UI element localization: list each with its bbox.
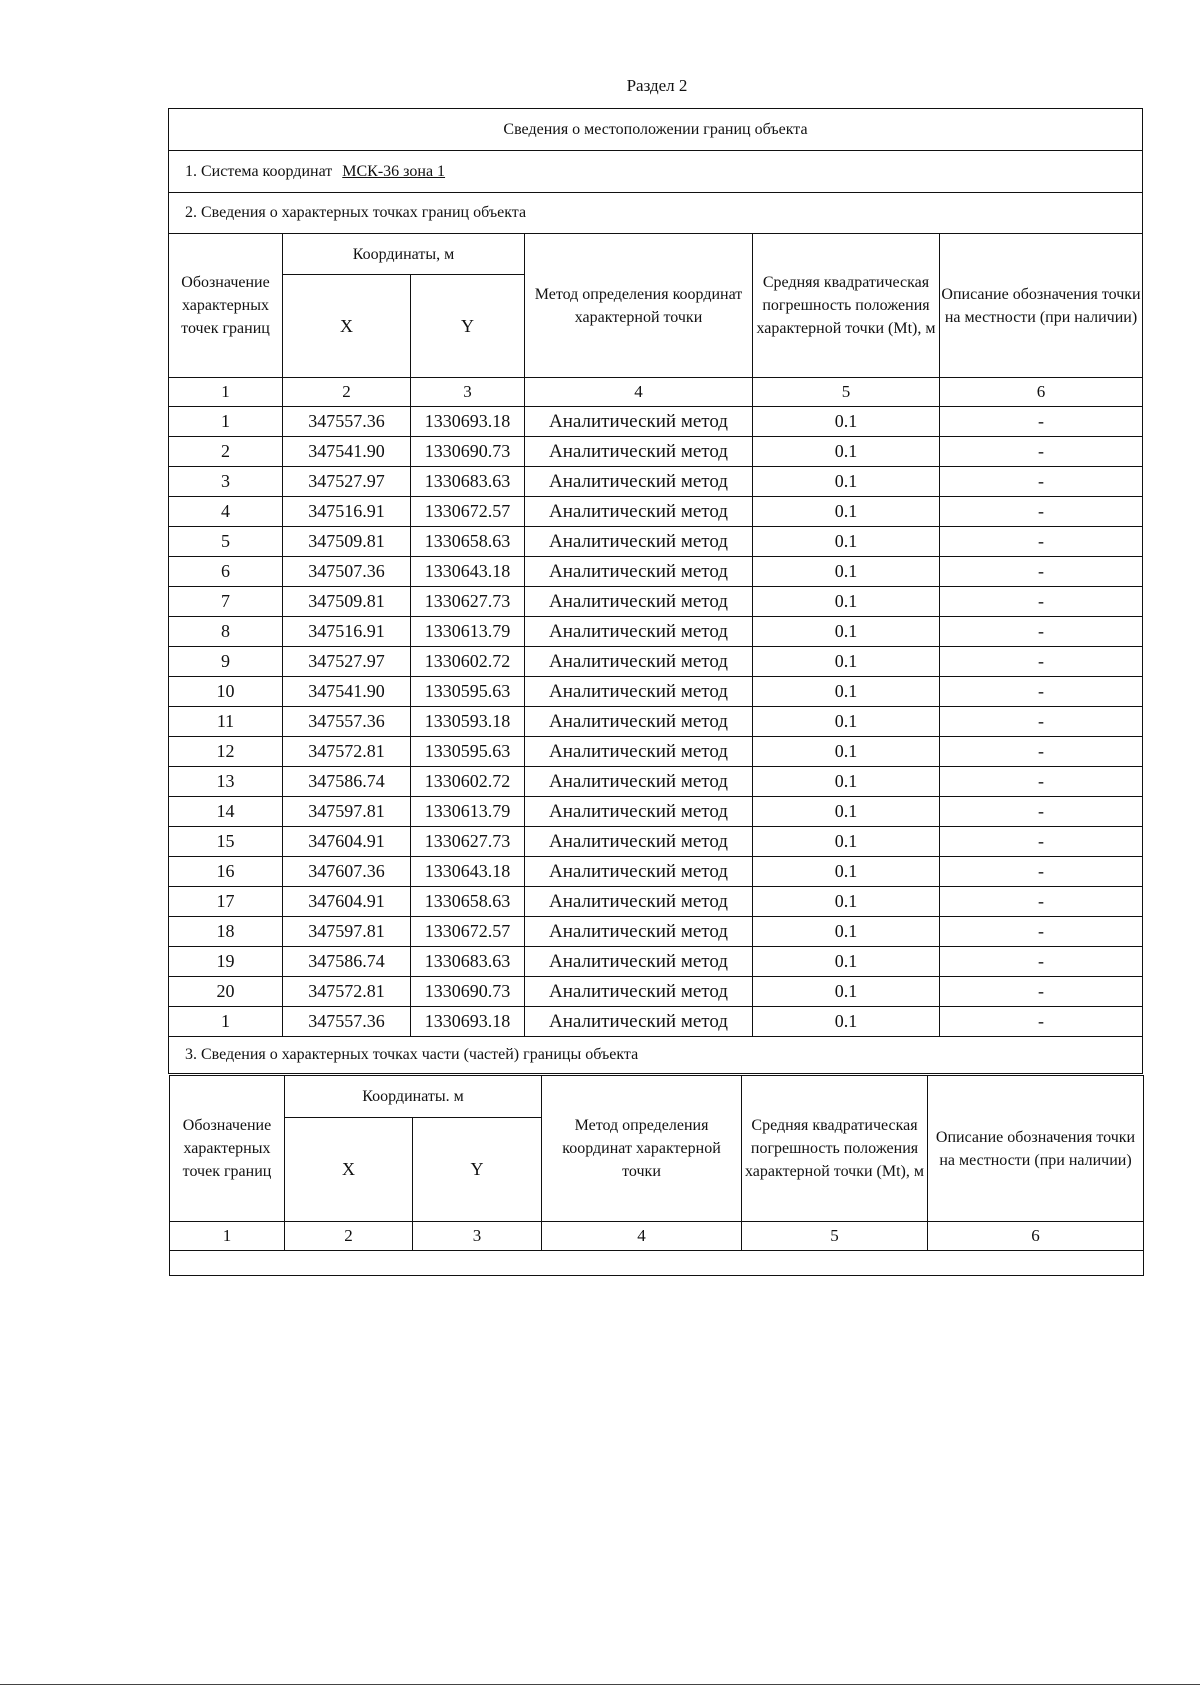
- column-number: 2: [285, 1222, 413, 1251]
- column-number: 1: [169, 378, 283, 407]
- table-row: [169, 617, 1143, 647]
- point-error: 0.1: [753, 557, 940, 587]
- header-designation: Обозначение характерных точек границ: [169, 234, 283, 378]
- table-row: [169, 977, 1143, 1007]
- point-y: 1330613.79: [411, 797, 525, 827]
- point-x: 347586.74: [283, 947, 411, 977]
- table-row: [169, 677, 1143, 707]
- point-error: 0.1: [753, 617, 940, 647]
- coordinate-system-row: [169, 151, 1143, 193]
- point-description: -: [940, 797, 1143, 827]
- point-method: Аналитический метод: [525, 857, 753, 887]
- table-row: [169, 557, 1143, 587]
- point-y: 1330643.18: [411, 557, 525, 587]
- point-method: Аналитический метод: [525, 587, 753, 617]
- point-y: 1330672.57: [411, 917, 525, 947]
- point-number: 4: [169, 497, 283, 527]
- location-title: Сведения о местоположении границ объекта: [169, 109, 1143, 151]
- table-row: [169, 467, 1143, 497]
- point-description: -: [940, 737, 1143, 767]
- column-number: 2: [283, 378, 411, 407]
- table-row: [169, 947, 1143, 977]
- point-number: 7: [169, 587, 283, 617]
- point-method: Аналитический метод: [525, 647, 753, 677]
- point-error: 0.1: [753, 887, 940, 917]
- point-description: -: [940, 707, 1143, 737]
- point-x: 347516.91: [283, 497, 411, 527]
- point-error: 0.1: [753, 917, 940, 947]
- point-x: 347541.90: [283, 677, 411, 707]
- table-row: [169, 917, 1143, 947]
- parts-section-title: 3. Сведения о характерных точках части (частей) границы объекта: [169, 1037, 1143, 1074]
- table-row: [169, 797, 1143, 827]
- point-error: 0.1: [753, 947, 940, 977]
- header-x: X: [283, 275, 411, 378]
- point-method: Аналитический метод: [525, 497, 753, 527]
- point-description: -: [940, 977, 1143, 1007]
- table-row: [169, 887, 1143, 917]
- point-description: -: [940, 917, 1143, 947]
- point-description: -: [940, 827, 1143, 857]
- point-error: 0.1: [753, 497, 940, 527]
- point-description: -: [940, 557, 1143, 587]
- point-error: 0.1: [753, 647, 940, 677]
- parts-header-designation: Обозначение характерных точек границ: [170, 1076, 285, 1222]
- point-y: 1330672.57: [411, 497, 525, 527]
- table-row: [169, 527, 1143, 557]
- point-number: 11: [169, 707, 283, 737]
- parts-column-number-row: [170, 1222, 1144, 1251]
- point-x: 347604.91: [283, 887, 411, 917]
- point-error: 0.1: [753, 797, 940, 827]
- point-method: Аналитический метод: [525, 677, 753, 707]
- table-row: [169, 1007, 1143, 1037]
- point-x: 347597.81: [283, 797, 411, 827]
- point-x: 347607.36: [283, 857, 411, 887]
- point-y: 1330690.73: [411, 437, 525, 467]
- point-number: 17: [169, 887, 283, 917]
- coordinate-system-label: 1. Система координат: [185, 162, 333, 180]
- point-number: 8: [169, 617, 283, 647]
- point-error: 0.1: [753, 587, 940, 617]
- point-description: -: [940, 767, 1143, 797]
- parts-points-table: [169, 1075, 1144, 1276]
- table-row: [169, 647, 1143, 677]
- point-method: Аналитический метод: [525, 467, 753, 497]
- point-number: 1: [169, 1007, 283, 1037]
- point-x: 347586.74: [283, 767, 411, 797]
- point-number: 5: [169, 527, 283, 557]
- point-y: 1330602.72: [411, 767, 525, 797]
- point-method: Аналитический метод: [525, 737, 753, 767]
- point-error: 0.1: [753, 407, 940, 437]
- point-description: -: [940, 1007, 1143, 1037]
- points-table-body: [169, 407, 1143, 1037]
- point-description: -: [940, 407, 1143, 437]
- point-error: 0.1: [753, 437, 940, 467]
- point-y: 1330693.18: [411, 1007, 525, 1037]
- point-number: 13: [169, 767, 283, 797]
- point-number: 3: [169, 467, 283, 497]
- point-x: 347509.81: [283, 527, 411, 557]
- point-description: -: [940, 467, 1143, 497]
- point-x: 347509.81: [283, 587, 411, 617]
- point-y: 1330613.79: [411, 617, 525, 647]
- point-method: Аналитический метод: [525, 557, 753, 587]
- header-coordinates: Координаты, м: [283, 234, 525, 275]
- point-y: 1330643.18: [411, 857, 525, 887]
- point-number: 14: [169, 797, 283, 827]
- parts-empty-row: [170, 1251, 1144, 1276]
- point-description: -: [940, 947, 1143, 977]
- table-row: [169, 407, 1143, 437]
- column-number-row: [169, 378, 1143, 407]
- point-y: 1330595.63: [411, 737, 525, 767]
- table-row: [169, 587, 1143, 617]
- point-y: 1330658.63: [411, 527, 525, 557]
- point-y: 1330627.73: [411, 587, 525, 617]
- point-description: -: [940, 887, 1143, 917]
- point-number: 9: [169, 647, 283, 677]
- point-number: 10: [169, 677, 283, 707]
- point-description: -: [940, 527, 1143, 557]
- header-error: Средняя квадратическая погрешность положения характерной точки (Mt), м: [753, 234, 940, 378]
- column-number: 1: [170, 1222, 285, 1251]
- point-x: 347516.91: [283, 617, 411, 647]
- point-error: 0.1: [753, 827, 940, 857]
- point-y: 1330690.73: [411, 977, 525, 1007]
- point-x: 347527.97: [283, 647, 411, 677]
- point-x: 347604.91: [283, 827, 411, 857]
- point-y: 1330683.63: [411, 947, 525, 977]
- point-number: 1: [169, 407, 283, 437]
- point-error: 0.1: [753, 1007, 940, 1037]
- point-description: -: [940, 437, 1143, 467]
- point-x: 347572.81: [283, 977, 411, 1007]
- point-x: 347507.36: [283, 557, 411, 587]
- table-row: [169, 707, 1143, 737]
- parts-header-y: Y: [413, 1118, 542, 1222]
- point-x: 347541.90: [283, 437, 411, 467]
- point-error: 0.1: [753, 527, 940, 557]
- parts-header-description: Описание обозначения точки на местности (при наличии): [928, 1076, 1144, 1222]
- point-y: 1330593.18: [411, 707, 525, 737]
- point-error: 0.1: [753, 737, 940, 767]
- points-section-title: 2. Сведения о характерных точках границ объекта: [169, 193, 1143, 234]
- point-method: Аналитический метод: [525, 1007, 753, 1037]
- column-number: 6: [940, 378, 1143, 407]
- point-y: 1330595.63: [411, 677, 525, 707]
- parts-header-coordinates: Координаты. м: [285, 1076, 542, 1118]
- point-description: -: [940, 677, 1143, 707]
- point-error: 0.1: [753, 677, 940, 707]
- point-number: 20: [169, 977, 283, 1007]
- column-number: 4: [542, 1222, 742, 1251]
- point-method: Аналитический метод: [525, 527, 753, 557]
- section-title: Раздел 2: [626, 76, 688, 95]
- point-x: 347572.81: [283, 737, 411, 767]
- point-number: 18: [169, 917, 283, 947]
- point-error: 0.1: [753, 977, 940, 1007]
- point-method: Аналитический метод: [525, 767, 753, 797]
- header-y: Y: [411, 275, 525, 378]
- point-description: -: [940, 497, 1143, 527]
- table-row: [169, 737, 1143, 767]
- point-method: Аналитический метод: [525, 407, 753, 437]
- point-method: Аналитический метод: [525, 437, 753, 467]
- point-description: -: [940, 857, 1143, 887]
- table-row: [169, 497, 1143, 527]
- boundary-location-table: [168, 108, 1143, 1074]
- point-error: 0.1: [753, 767, 940, 797]
- point-error: 0.1: [753, 707, 940, 737]
- point-x: 347527.97: [283, 467, 411, 497]
- point-x: 347557.36: [283, 407, 411, 437]
- parts-header-x: X: [285, 1118, 413, 1222]
- point-number: 15: [169, 827, 283, 857]
- point-y: 1330627.73: [411, 827, 525, 857]
- table-row: [169, 437, 1143, 467]
- column-number: 6: [928, 1222, 1144, 1251]
- point-number: 2: [169, 437, 283, 467]
- point-number: 6: [169, 557, 283, 587]
- point-y: 1330683.63: [411, 467, 525, 497]
- page-bottom-rule: [0, 1684, 1200, 1685]
- point-y: 1330693.18: [411, 407, 525, 437]
- column-number: 4: [525, 378, 753, 407]
- point-error: 0.1: [753, 467, 940, 497]
- table-row: [169, 827, 1143, 857]
- point-description: -: [940, 647, 1143, 677]
- header-method: Метод определения координат характерной точки: [525, 234, 753, 378]
- point-y: 1330602.72: [411, 647, 525, 677]
- column-number: 3: [411, 378, 525, 407]
- point-error: 0.1: [753, 857, 940, 887]
- parts-header-method: Метод определения координат характерной точки: [542, 1076, 742, 1222]
- table-row: [169, 857, 1143, 887]
- parts-header-error: Средняя квадратическая погрешность положения характерной точки (Mt), м: [742, 1076, 928, 1222]
- point-method: Аналитический метод: [525, 977, 753, 1007]
- coordinate-system-value: МСК-36 зона 1: [342, 162, 446, 180]
- column-number: 5: [742, 1222, 928, 1251]
- point-method: Аналитический метод: [525, 617, 753, 647]
- column-number: 5: [753, 378, 940, 407]
- table-row: [169, 767, 1143, 797]
- parts-empty-cell: [170, 1251, 1144, 1276]
- point-method: Аналитический метод: [525, 947, 753, 977]
- point-number: 12: [169, 737, 283, 767]
- point-description: -: [940, 587, 1143, 617]
- point-x: 347597.81: [283, 917, 411, 947]
- point-y: 1330658.63: [411, 887, 525, 917]
- point-method: Аналитический метод: [525, 827, 753, 857]
- point-method: Аналитический метод: [525, 917, 753, 947]
- point-method: Аналитический метод: [525, 707, 753, 737]
- point-method: Аналитический метод: [525, 797, 753, 827]
- point-description: -: [940, 617, 1143, 647]
- point-number: 16: [169, 857, 283, 887]
- point-x: 347557.36: [283, 707, 411, 737]
- point-number: 19: [169, 947, 283, 977]
- header-description: Описание обозначения точки на местности (при наличии): [940, 234, 1143, 378]
- column-number: 3: [413, 1222, 542, 1251]
- point-x: 347557.36: [283, 1007, 411, 1037]
- point-method: Аналитический метод: [525, 887, 753, 917]
